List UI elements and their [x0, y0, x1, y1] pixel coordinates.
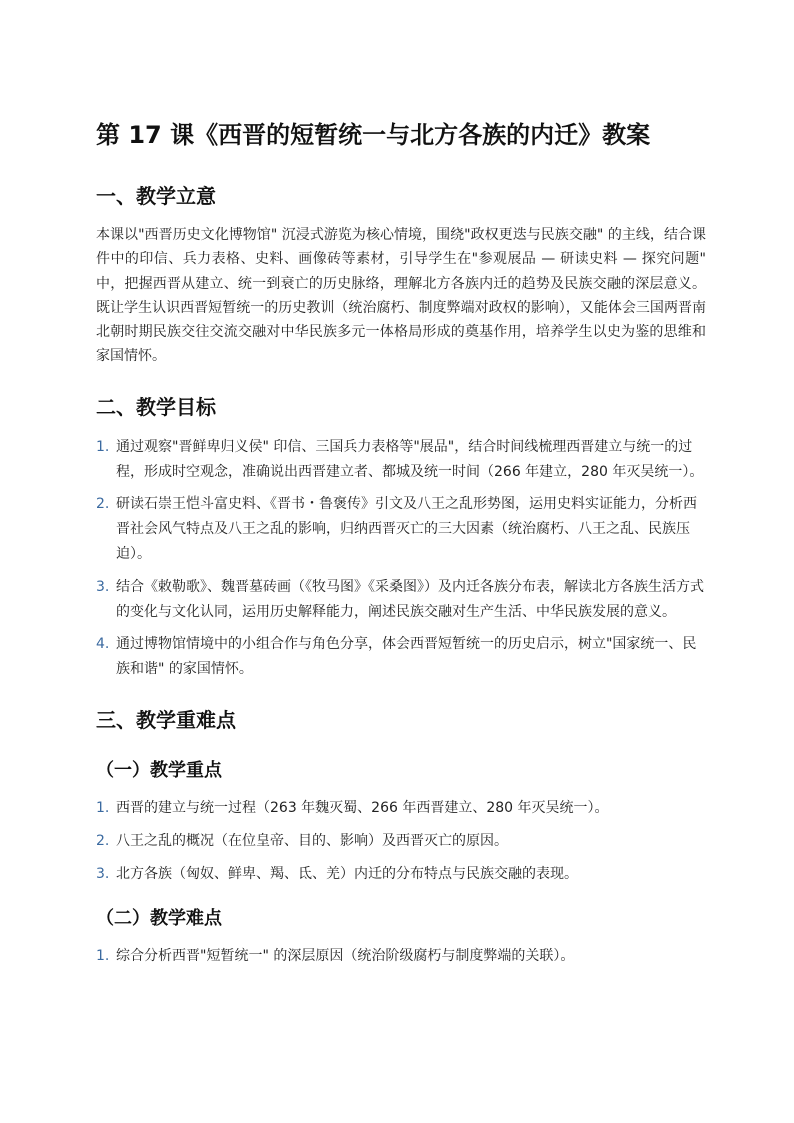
list-item-text: 西晋的建立与统一过程（263 年魏灭蜀、266 年西晋建立、280 年灭吴统一）。 [116, 799, 609, 816]
difficult-points-list [96, 944, 706, 969]
section-heading-key-difficult-points: 三、教学重难点 [96, 707, 236, 732]
list-item [96, 492, 706, 566]
list-item-text: 研读石崇王恺斗富史料、《晋书・鲁褒传》引文及八王之乱形势图，运用史料实证能力，分析西晋社会风气特点及八王之乱的影响，归纳西晋灭亡的三大因素（统治腐朽、八王之乱、民族压迫）。 [116, 496, 697, 562]
key-points-list [96, 796, 706, 886]
list-item [96, 575, 706, 625]
list-number: 3. [96, 865, 110, 882]
subsection-heading-key-points: （一）教学重点 [96, 759, 222, 781]
list-number: 2. [96, 496, 110, 513]
section-heading-teaching-goals: 二、教学目标 [96, 394, 216, 419]
list-number: 2. [96, 832, 110, 849]
list-item-text: 北方各族（匈奴、鲜卑、羯、氐、羌）内迁的分布特点与民族交融的表现。 [116, 865, 578, 882]
document-title: 第 17 课《西晋的短暂统一与北方各族的内迁》教案 [96, 121, 651, 149]
section-heading-teaching-intent: 一、教学立意 [96, 184, 216, 208]
teaching-intent-paragraph: 本课以"西晋历史文化博物馆" 沉浸式游览为核心情境，围绕"政权更迭与民族交融" 的主线，结合课件中的印信、兵力表格、史料、画像砖等素材，引导学生在"参观展品 — 研读史料 — 探究问题" 中，把握西晋从建立、统一到衰亡的历史脉络，理解北方各族内迁的趋势及民族交融的深层意义。既让学生认识西晋短暂统一的历史教训（统治腐朽、制度弊端对政权的影响），又能体会三国两晋南北朝时期民族交往交流交融对中华民族多元一体格局形成的奠基作用，培养学生以史为鉴的思维和家国情怀。 [96, 227, 706, 365]
subsection-heading-difficult-points: （二）教学难点 [96, 908, 222, 930]
list-number: 3. [96, 578, 110, 595]
list-item-text: 通过观察"晋鲜卑归义侯" 印信、三国兵力表格等"展品"，结合时间线梳理西晋建立与统一的过程，形成时空观念，准确说出西晋建立者、都城及统一时间（266 年建立，280 年灭吴统一）。 [116, 438, 704, 480]
list-number: 4. [96, 636, 110, 653]
list-item [96, 796, 706, 821]
list-item-text: 八王之乱的概况（在位皇帝、目的、影响）及西晋灭亡的原因。 [116, 832, 508, 849]
list-item-text: 结合《敕勒歌》、魏晋墓砖画（《牧马图》《采桑图》）及内迁各族分布表，解读北方各族生活方式的变化与文化认同，运用历史解释能力，阐述民族交融对生产生活、中华民族发展的意义。 [116, 578, 704, 620]
list-number: 1. [96, 948, 110, 965]
teaching-goals-list [96, 435, 706, 682]
list-item [96, 829, 706, 854]
list-number: 1. [96, 438, 110, 455]
list-item-text: 通过博物馆情境中的小组合作与角色分享，体会西晋短暂统一的历史启示，树立"国家统一、民族和谐" 的家国情怀。 [116, 636, 697, 678]
list-item [96, 944, 706, 969]
list-item [96, 862, 706, 887]
list-item-text: 综合分析西晋"短暂统一" 的深层原因（统治阶级腐朽与制度弊端的关联）。 [116, 948, 575, 965]
list-item [96, 632, 706, 682]
list-item [96, 435, 706, 485]
list-number: 1. [96, 799, 110, 816]
